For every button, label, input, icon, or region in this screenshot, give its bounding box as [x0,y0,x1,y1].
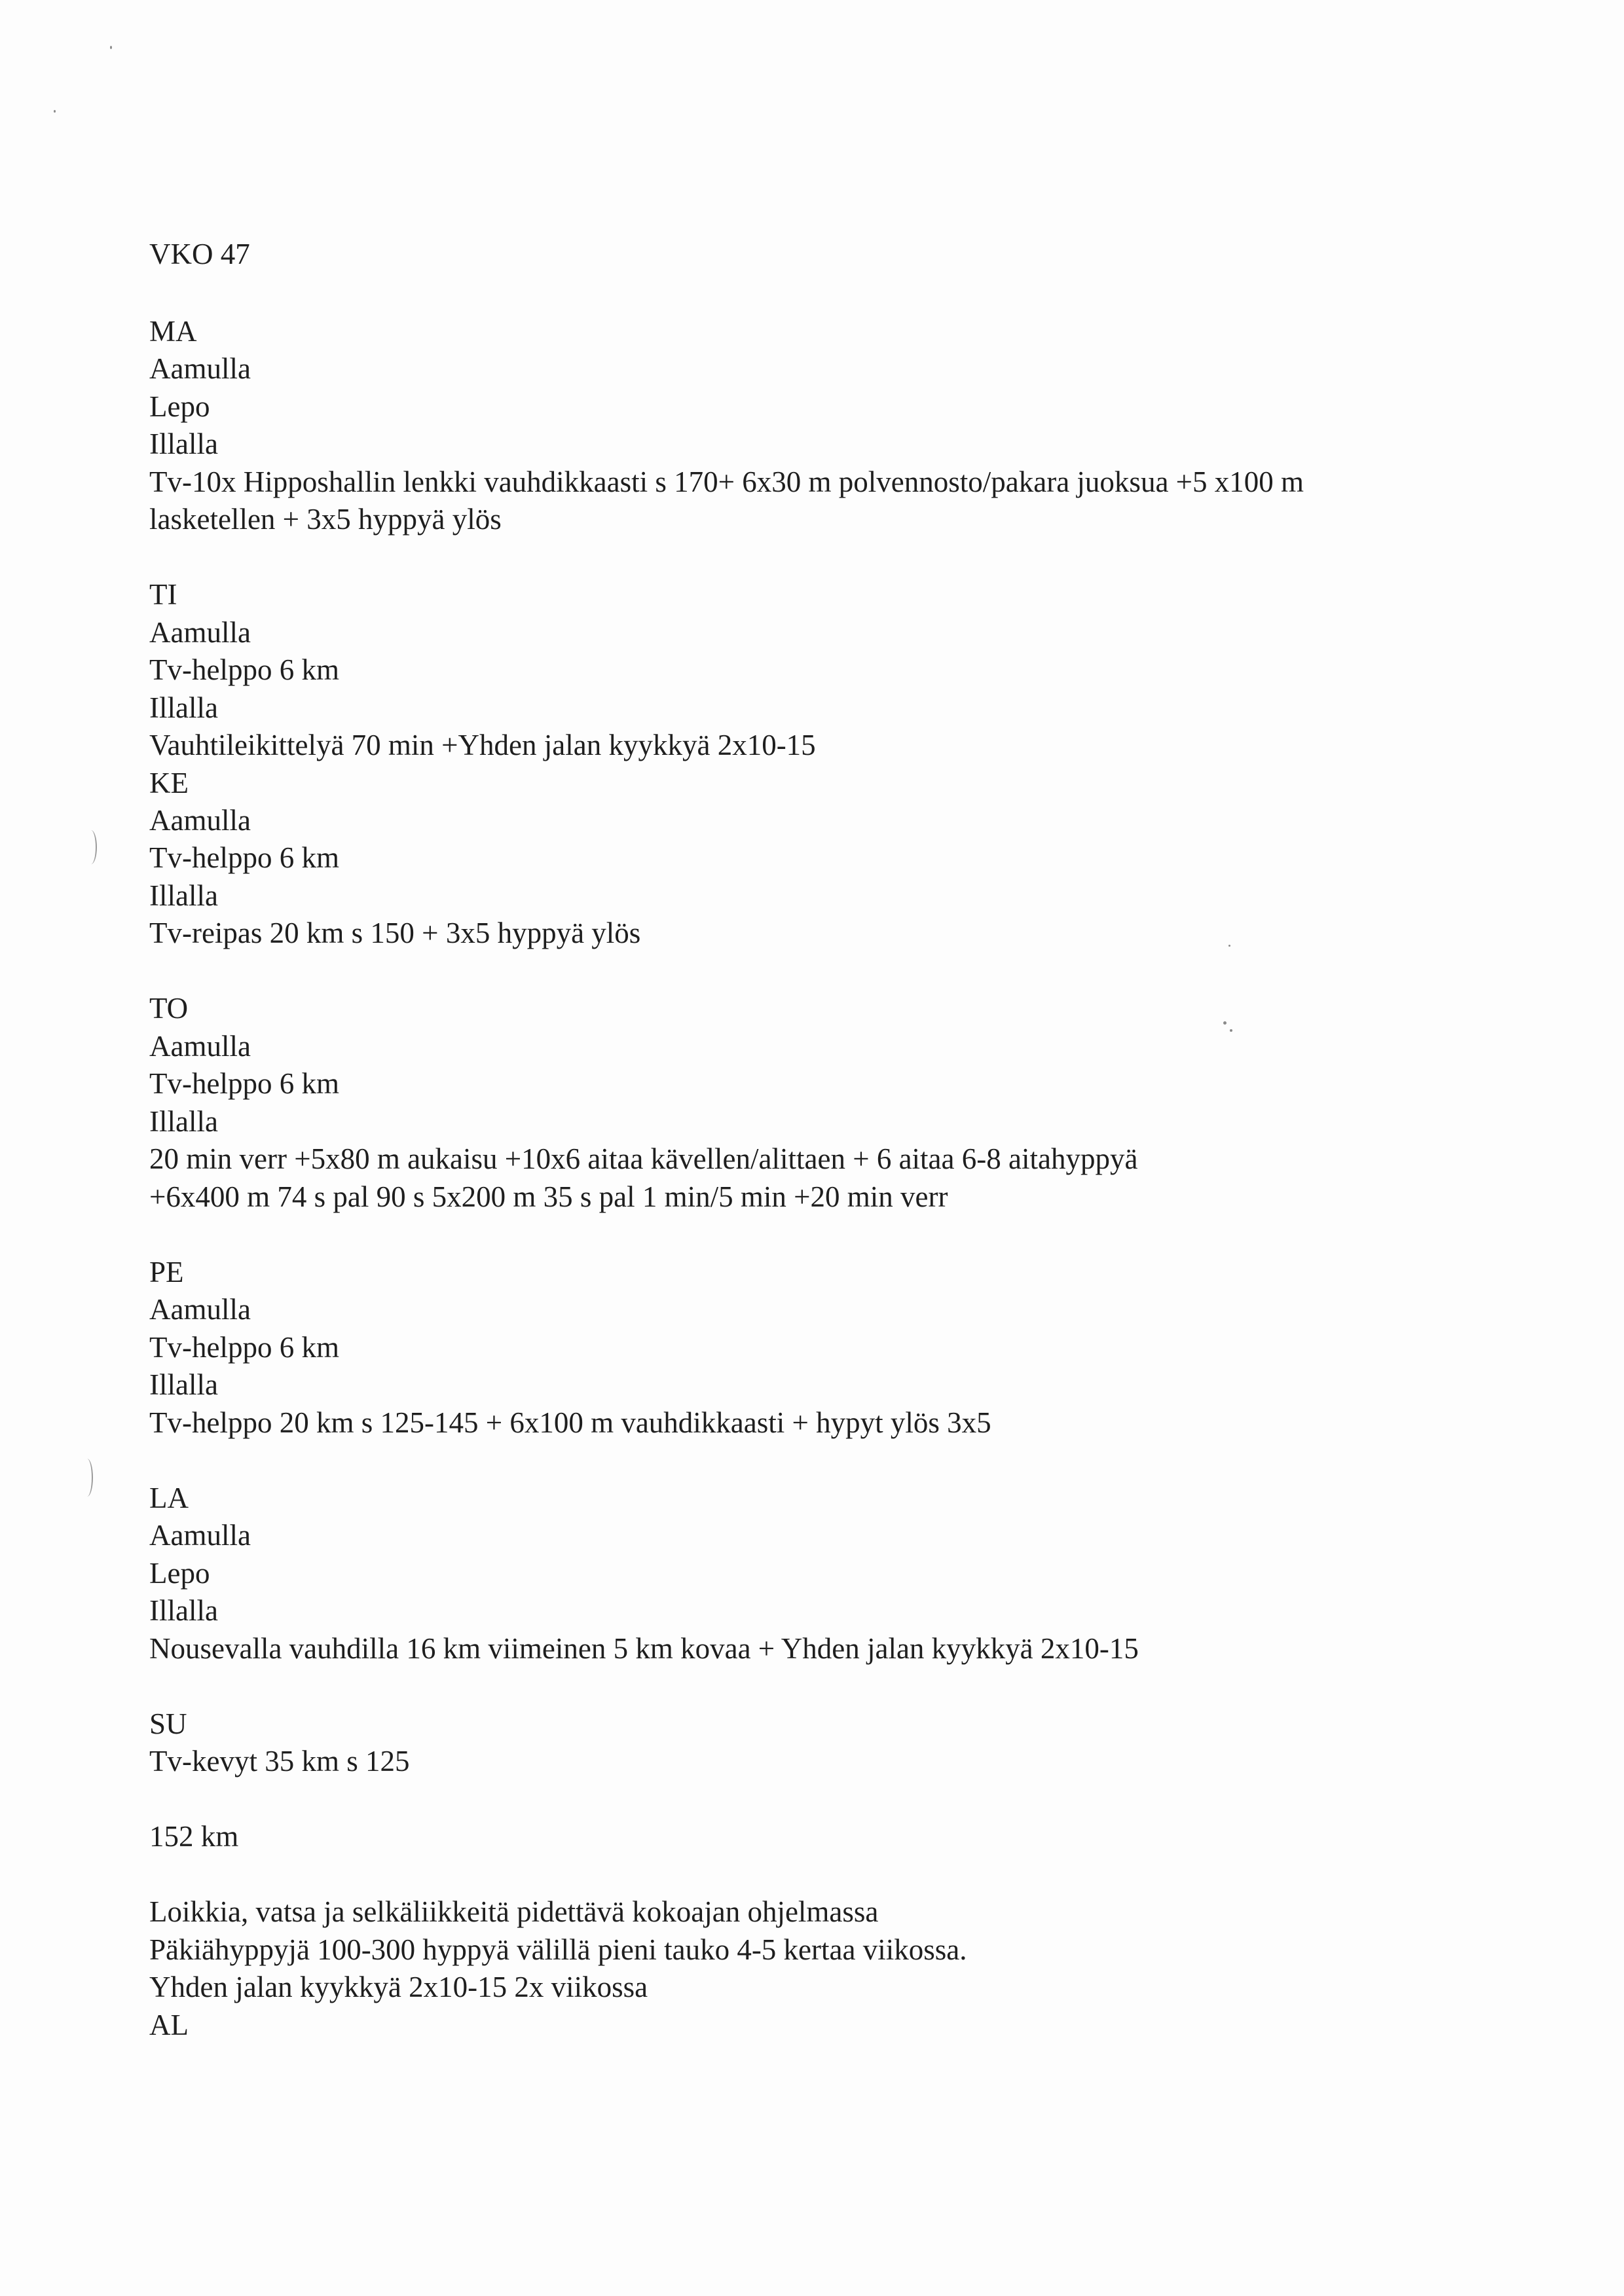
day-line: Aamulla [149,1519,251,1552]
day-label-ke: KE [149,767,189,799]
day-label-la: LA [149,1482,189,1514]
day-line: Tv-helppo 6 km [149,653,339,686]
day-line: Vauhtileikittelyä 70 min +Yhden jalan kyykkyä 2x10-15 [149,729,816,761]
day-line: +6x400 m 74 s pal 90 s 5x200 m 35 s pal 1 min/5 min +20 min verr [149,1180,948,1213]
scan-speck [1223,1021,1227,1025]
weekly-total: 152 km [149,1820,239,1853]
day-line: lasketellen + 3x5 hyppyä ylös [149,503,502,536]
note-line: Päkiähyppyjä 100-300 hyppyä välillä pieni tauko 4-5 kertaa viikossa. [149,1933,967,1966]
note-line: Loikkia, vatsa ja selkäliikkeitä pidettävä kokoajan ohjelmassa [149,1895,879,1928]
day-line: Tv-10x Hipposhallin lenkki vauhdikkaasti s 170+ 6x30 m polvennosto/pakara juoksua +5 x100 m [149,465,1304,498]
day-line: Aamulla [149,616,251,649]
day-line: Nousevalla vauhdilla 16 km viimeinen 5 km kovaa + Yhden jalan kyykkyä 2x10-15 [149,1632,1139,1665]
day-line: Tv-kevyt 35 km s 125 [149,1745,410,1777]
scan-speck [110,46,112,49]
scan-mark [85,830,97,864]
day-label-to: TO [149,992,189,1025]
day-label-ma: MA [149,315,197,348]
day-line: Illalla [149,691,218,724]
note-line: Yhden jalan kyykkyä 2x10-15 2x viikossa [149,1971,648,2003]
day-line: Aamulla [149,804,251,837]
day-line: Aamulla [149,1030,251,1063]
day-line: Lepo [149,390,210,423]
scan-speck [54,110,56,113]
day-line: Aamulla [149,1293,251,1326]
scan-mark [81,1459,93,1497]
day-label-su: SU [149,1707,187,1740]
day-line: Tv-helppo 6 km [149,1067,339,1100]
day-line: Aamulla [149,352,251,385]
day-line: Tv-helppo 20 km s 125-145 + 6x100 m vauhdikkaasti + hypyt ylös 3x5 [149,1406,991,1439]
day-line: Tv-helppo 6 km [149,1331,339,1364]
day-line: 20 min verr +5x80 m aukaisu +10x6 aitaa kävellen/alittaen + 6 aitaa 6-8 aitahyppyä [149,1142,1138,1175]
day-line: Lepo [149,1557,210,1590]
day-label-pe: PE [149,1256,184,1288]
day-line: Tv-reipas 20 km s 150 + 3x5 hyppyä ylös [149,917,641,949]
day-line: Illalla [149,1594,218,1627]
day-line: Illalla [149,879,218,912]
scan-speck [1228,945,1230,947]
day-label-ti: TI [149,578,177,611]
day-line: Illalla [149,1105,218,1138]
day-line: Illalla [149,428,218,460]
day-line: Illalla [149,1368,218,1401]
week-heading: VKO 47 [149,238,250,270]
scan-speck [1230,1029,1232,1032]
signature-initials: AL [149,2009,189,2041]
day-line: Tv-helppo 6 km [149,841,339,874]
